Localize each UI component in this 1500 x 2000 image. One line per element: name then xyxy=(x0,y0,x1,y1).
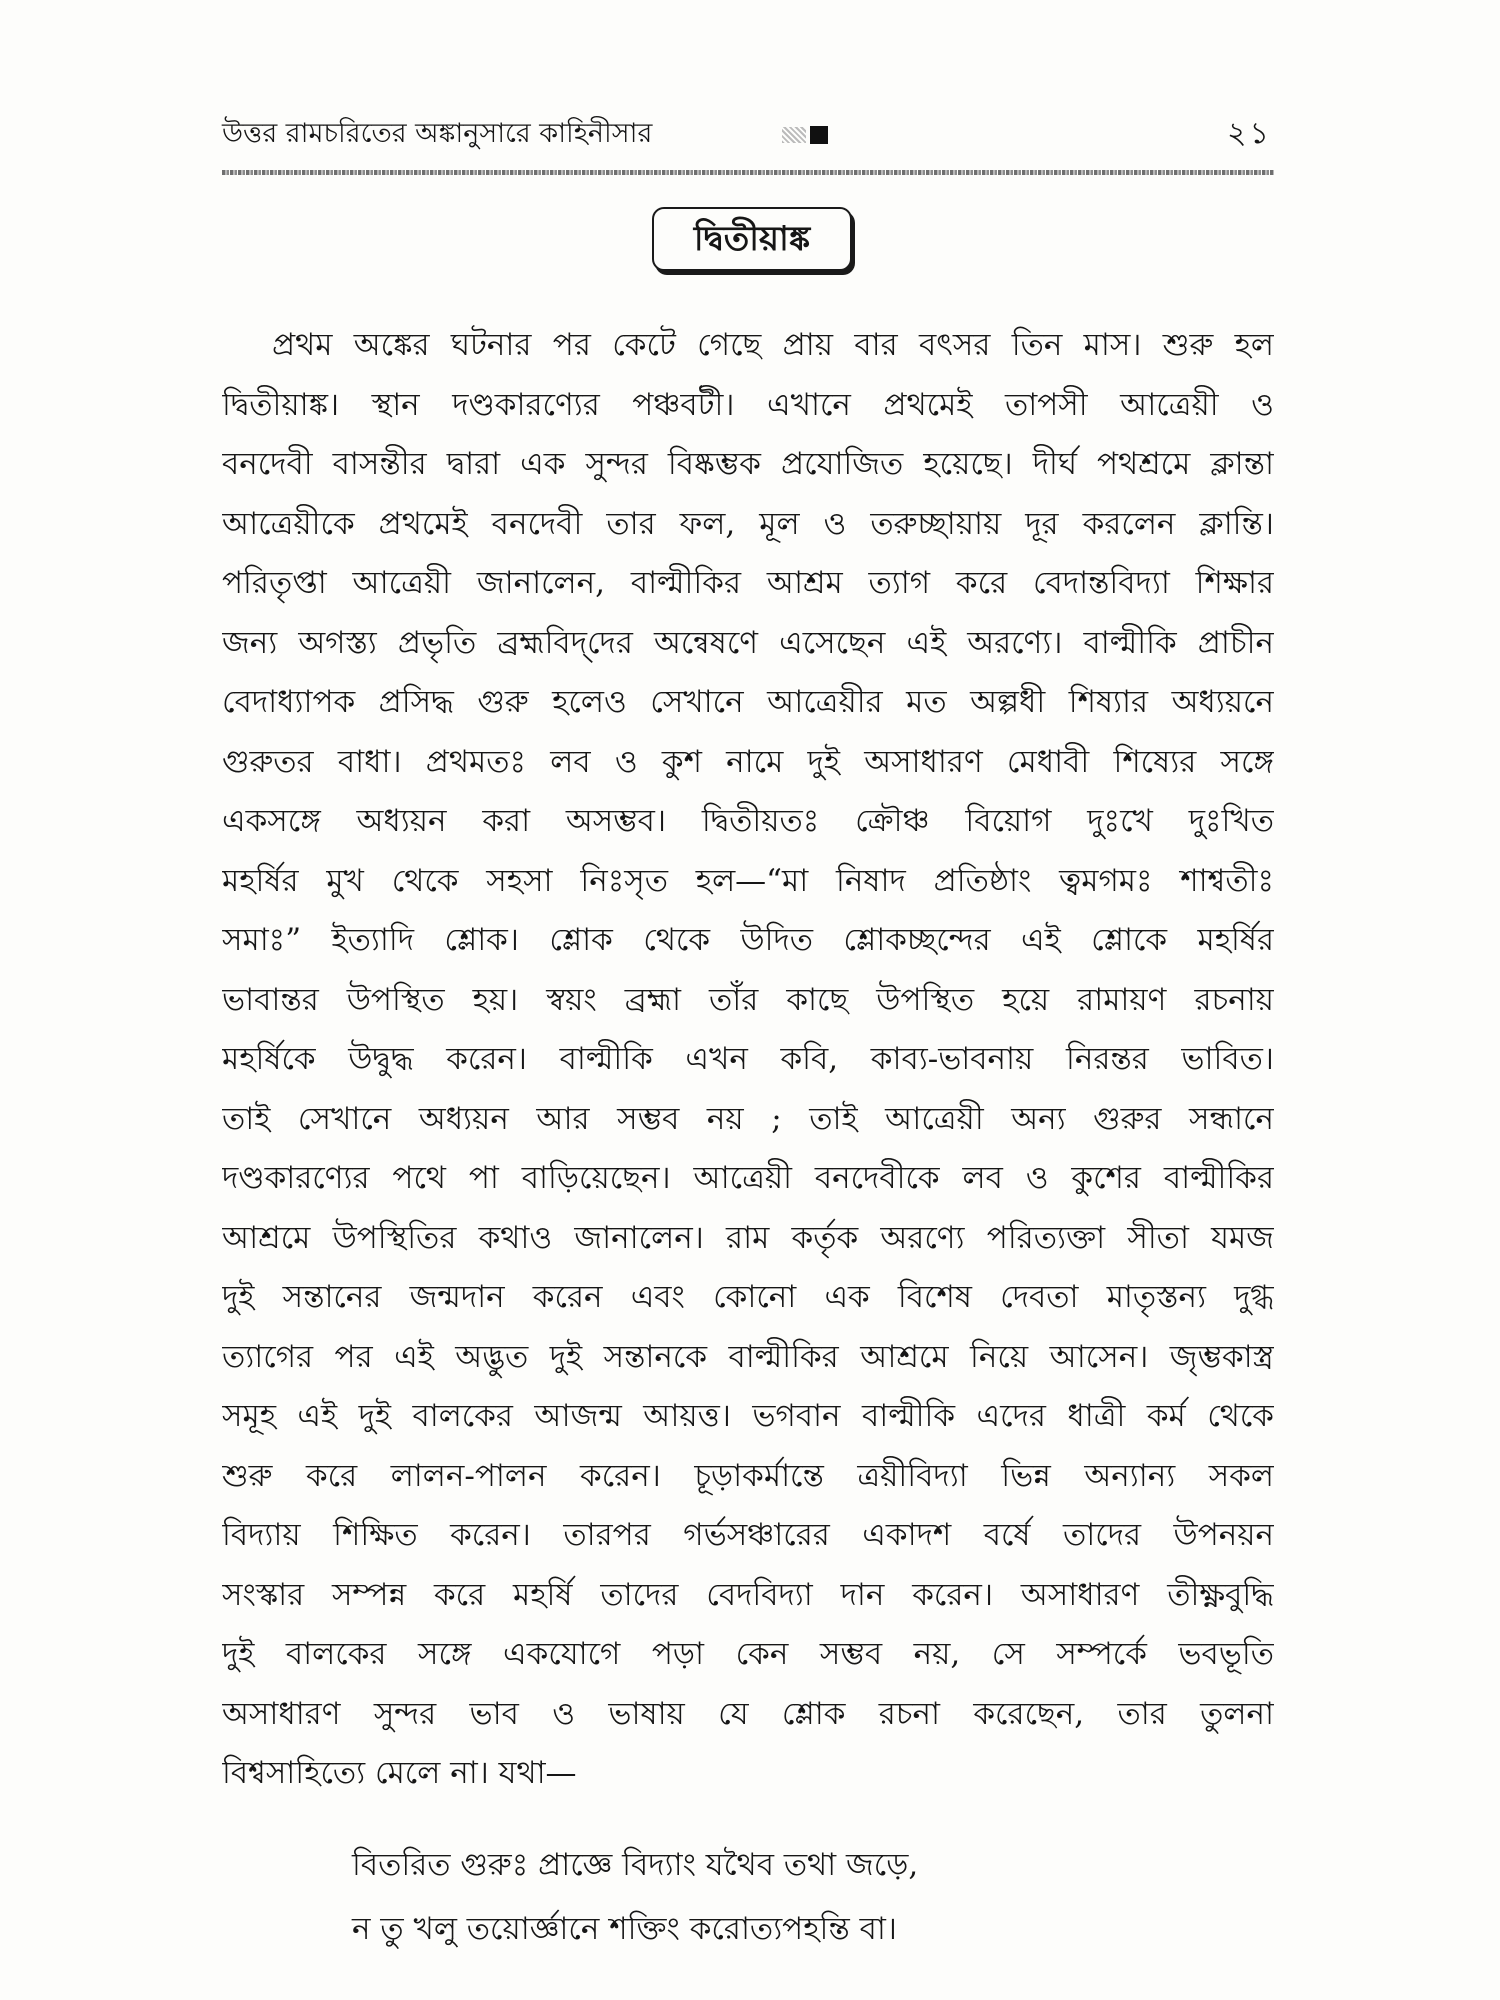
paragraph-line: ত্যাগের পর এই অদ্ভুত দুই সন্তানকে বাল্মীকির আশ্রমে নিয়ে আসেন। জৃম্ভকাস্ত্র xyxy=(222,1338,1274,1375)
sanskrit-verse xyxy=(352,1833,1152,1961)
paragraph-line: সমূহ এই দুই বালকের আজন্ম আয়ত্ত। ভগবান বাল্মীকি এদের ধাত্রী কর্ম থেকে xyxy=(222,1398,1274,1434)
paragraph-line: বিদ্যায় শিক্ষিত করেন। তারপর গর্ভসঞ্চারের একাদশ বর্ষে তাদের উপনয়ন xyxy=(222,1517,1274,1553)
paragraph-line: একসঙ্গে অধ্যয়ন করা অসম্ভব। দ্বিতীয়তঃ ক্রৌঞ্চ বিয়োগ দুঃখে দুঃখিত xyxy=(222,803,1274,839)
section-title-box xyxy=(652,207,852,271)
body-paragraph xyxy=(222,316,1274,1804)
paragraph-line: দণ্ডকারণ্যের পথে পা বাড়িয়েছেন। আত্রেয়ী বনদেবীকে লব ও কুশের বাল্মীকির xyxy=(222,1160,1274,1196)
paragraph-line: দ্বিতীয়াঙ্ক। স্থান দণ্ডকারণ্যের পঞ্চবটী। এখানে প্রথমেই তাপসী আত্রেয়ী ও xyxy=(222,386,1274,423)
paragraph-line: শুরু করে লালন-পালন করেন। চূড়াকর্মান্তে ত্রয়ীবিদ্যা ভিন্ন অন্যান্য সকল xyxy=(222,1457,1274,1494)
paragraph-line: বিশ্বসাহিত্যে মেলে না। যথা— xyxy=(222,1755,577,1791)
paragraph-line: জন্য অগস্ত্য প্রভৃতি ব্রহ্মবিদ্‌দের অন্বেষণে এসেছেন এই অরণ্যে। বাল্মীকি প্রাচীন xyxy=(222,624,1274,661)
running-header xyxy=(222,114,1272,158)
running-title: উত্তর রামচরিতের অঙ্কানুসারে কাহিনীসার xyxy=(222,118,653,149)
paragraph-line: দুই সন্তানের জন্মদান করেন এবং কোনো এক বিশেষ দেবতা মাতৃস্তন্য দুগ্ধ xyxy=(222,1279,1274,1315)
paragraph-line: গুরুতর বাধা। প্রথমতঃ লব ও কুশ নামে দুই অসাধারণ মেধাবী শিষ্যের সঙ্গে xyxy=(222,743,1274,780)
section-title: দ্বিতীয়াঙ্ক xyxy=(693,219,811,259)
paragraph-line: দুই বালকের সঙ্গে একযোগে পড়া কেন সম্ভব নয়, সে সম্পর্কে ভবভূতি xyxy=(222,1636,1274,1672)
paragraph-line: বেদাধ্যাপক প্রসিদ্ধ গুরু হলেও সেখানে আত্রেয়ীর মত অল্পধী শিষ্যার অধ্যয়নে xyxy=(222,684,1274,720)
paragraph-line: ভাবান্তর উপস্থিত হয়। স্বয়ং ব্রহ্মা তাঁর কাছে উপস্থিত হয়ে রামায়ণ রচনায় xyxy=(222,981,1274,1018)
verse-line: বিতরিত গুরুঃ প্রাজ্ঞে বিদ্যাং যথৈব তথা জড়ে, xyxy=(352,1847,919,1883)
paragraph-line: বনদেবী বাসন্তীর দ্বারা এক সুন্দর বিষ্কম্ভক প্রযোজিত হয়েছে। দীর্ঘ পথশ্রমে ক্লান্তা xyxy=(222,446,1274,482)
paragraph-line: আশ্রমে উপস্থিতির কথাও জানালেন। রাম কর্তৃক অরণ্যে পরিত্যক্তা সীতা যমজ xyxy=(222,1219,1274,1256)
paragraph-line: সংস্কার সম্পন্ন করে মহর্ষি তাদের বেদবিদ্যা দান করেন। অসাধারণ তীক্ষ্ণবুদ্ধি xyxy=(222,1576,1274,1613)
verse-line: ন তু খলু তয়োর্জ্ঞানে শক্তিং করোত্যপহন্তি বা। xyxy=(352,1911,897,1947)
paragraph-line: তাই সেখানে অধ্যয়ন আর সম্ভব নয় ; তাই আত্রেয়ী অন্য গুরুর সন্ধানে xyxy=(222,1100,1274,1137)
paragraph-line: মহর্ষিকে উদ্বুদ্ধ করেন। বাল্মীকি এখন কবি, কাব্য-ভাবনায় নিরন্তর ভাবিত। xyxy=(222,1041,1274,1077)
paragraph-line: অসাধারণ সুন্দর ভাব ও ভাষায় যে শ্লোক রচনা করেছেন, তার তুলনা xyxy=(222,1695,1274,1732)
page-number: ২১ xyxy=(1227,116,1272,151)
paragraph-line: প্রথম অঙ্কের ঘটনার পর কেটে গেছে প্রায় বার বৎসর তিন মাস। শুরু হল xyxy=(272,327,1274,363)
header-divider xyxy=(222,170,1274,175)
paragraph-line: পরিতৃপ্তা আত্রেয়ী জানালেন, বাল্মীকির আশ্রম ত্যাগ করে বেদান্তবিদ্যা শিক্ষার xyxy=(222,565,1274,601)
paragraph-line: আত্রেয়ীকে প্রথমেই বনদেবী তার ফল, মূল ও তরুচ্ছায়ায় দূর করলেন ক্লান্তি। xyxy=(222,505,1274,542)
paragraph-line: মহর্ষির মুখ থেকে সহসা নিঃসৃত হল—“মা নিষাদ প্রতিষ্ঠাং ত্বমগমঃ শাশ্বতীঃ xyxy=(222,862,1274,899)
paragraph-line: সমাঃ” ইত্যাদি শ্লোক। শ্লোক থেকে উদিত শ্লোকচ্ছন্দের এই শ্লোকে মহর্ষির xyxy=(222,922,1274,958)
header-ornament-icon xyxy=(782,124,830,146)
